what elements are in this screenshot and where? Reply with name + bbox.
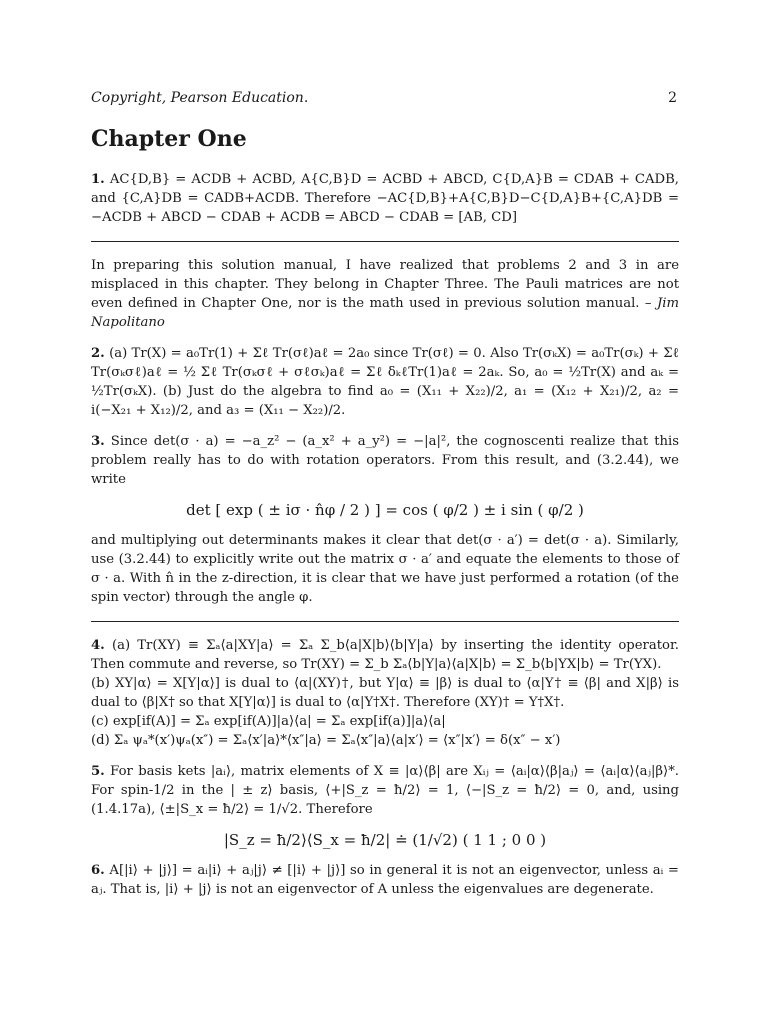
chapter-title: Chapter One <box>91 126 247 152</box>
problem-text: For basis kets |aᵢ⟩, matrix elements of X ≡ |α⟩⟨β| are Xᵢⱼ = ⟨aᵢ|α⟩⟨β|aⱼ⟩ = ⟨aᵢ|α⟩⟨aⱼ|β⟩*. For spin-1/2 in the | ± z⟩ basis, ⟨+|S_z = ħ/2⟩ = 1, ⟨−|S_z = ħ/2⟩ = 0, and, using (1.4.17a), ⟨±|S_x = ħ/2⟩ = 1/√2. Therefore <box>91 764 679 817</box>
problem-5 <box>91 762 679 819</box>
divider <box>91 241 679 242</box>
problem-number: 3. <box>91 434 105 449</box>
problem-3 <box>91 432 679 489</box>
problem-number: 5. <box>91 764 105 779</box>
problem-4 <box>91 636 679 750</box>
note-signature: Jim Napolitano <box>91 296 679 330</box>
problem-text: (a) Tr(X) = a₀Tr(1) + Σℓ Tr(σℓ)aℓ = 2a₀ since Tr(σℓ) = 0. Also Tr(σₖX) = a₀Tr(σₖ) + Σℓ Tr(σₖσℓ)aℓ = ½ Σℓ Tr(σₖσℓ + σℓσₖ)aℓ = Σℓ δₖℓTr(1)aℓ = 2aₖ. So, a₀ = ½Tr(X) and aₖ = ½Tr(σₖX). (b) Just do the algebra to find a₀ = (X₁₁ + X₂₂)/2, a₁ = (X₁₂ + X₂₁)/2, a₂ = i(−X₂₁ + X₁₂)/2, and a₃ = (X₁₁ − X₂₂)/2. <box>91 346 679 418</box>
problem-number: 1. <box>91 172 105 187</box>
problem-number: 6. <box>91 863 105 878</box>
problem-text: AC{D,B} = ACDB + ACBD, A{C,B}D = ACBD + ABCD, C{D,A}B = CDAB + CADB, and {C,A}DB = CADB+ACDB. Therefore −AC{D,B}+A{C,B}D−C{D,A}B+{C,A}DB = −ACDB + ABCD − CDAB + ACDB = ABCD − CDAB = [AB, CD] <box>91 172 679 225</box>
problem-number: 4. <box>91 638 105 653</box>
problem-part-c: (c) exp[if(A)] = Σₐ exp[if(A)]|a⟩⟨a| = Σₐ exp[if(a)]|a⟩⟨a| <box>91 714 446 729</box>
problem-3-continued <box>91 531 679 607</box>
problem-2 <box>91 344 679 420</box>
problem-text: and multiplying out determinants makes it clear that det(σ · a′) = det(σ · a). Similarly, use (3.2.44) to explicitly write out the matrix σ · a′ and equate the elements to those of σ · a. With n̂ in the z-direction, it is clear that we have just performed a rotation (of the spin vector) through the angle φ. <box>91 533 679 605</box>
note-paragraph <box>91 256 679 332</box>
display-equation: |S_z = ħ/2⟩⟨S_x = ħ/2| ≐ (1/√2) ( 1 1 ; 0 0 ) <box>223 831 547 849</box>
problem-1 <box>91 170 679 227</box>
display-equation: det [ exp ( ± iσ · n̂φ / 2 ) ] = cos ( φ/2 ) ± i sin ( φ/2 ) <box>186 501 584 519</box>
page-content <box>91 126 679 911</box>
problem-part-a: (a) Tr(XY) ≡ Σₐ⟨a|XY|a⟩ = Σₐ Σ_b⟨a|X|b⟩⟨b|Y|a⟩ by inserting the identity operator. Then commute and reverse, so Tr(XY) = Σ_b Σₐ⟨b|Y|a⟩⟨a|X|b⟩ = Σ_b⟨b|YX|b⟩ = Tr(YX). <box>91 638 679 672</box>
note-text: In preparing this solution manual, I have realized that problems 2 and 3 in are misplaced in this chapter. They belong in Chapter Three. The Pauli matrices are not even defined in Chapter One, nor is the math used in previous solution manual. – <box>91 258 679 311</box>
divider <box>91 621 679 622</box>
problem-part-d: (d) Σₐ ψₐ*(x′)ψₐ(x″) = Σₐ⟨x′|a⟩*⟨x″|a⟩ = Σₐ⟨x″|a⟩⟨a|x′⟩ = ⟨x″|x′⟩ = δ(x″ − x′) <box>91 733 561 748</box>
page-number: 2 <box>668 90 677 106</box>
page-header <box>91 90 677 106</box>
problem-number: 2. <box>91 346 105 361</box>
problem-part-b: (b) XY|α⟩ = X[Y|α⟩] is dual to ⟨α|(XY)†, but Y|α⟩ ≡ |β⟩ is dual to ⟨α|Y† ≡ ⟨β| and X|β⟩ is dual to ⟨β|X† so that X[Y|α⟩] is dual to ⟨α|Y†X†. Therefore (XY)† = Y†X†. <box>91 676 679 710</box>
problem-text: Since det(σ · a) = −a_z² − (a_x² + a_y²) = −|a|², the cognoscenti realize that this problem really has to do with rotation operators. From this result, and (3.2.44), we write <box>91 434 679 487</box>
problem-text: A[|i⟩ + |j⟩] = aᵢ|i⟩ + aⱼ|j⟩ ≠ [|i⟩ + |j⟩] so in general it is not an eigenvector, unless aᵢ = aⱼ. That is, |i⟩ + |j⟩ is not an eigenvector of A unless the eigenvalues are degenerate. <box>91 863 679 897</box>
copyright-notice: Copyright, Pearson Education. <box>91 90 309 106</box>
problem-6 <box>91 861 679 899</box>
